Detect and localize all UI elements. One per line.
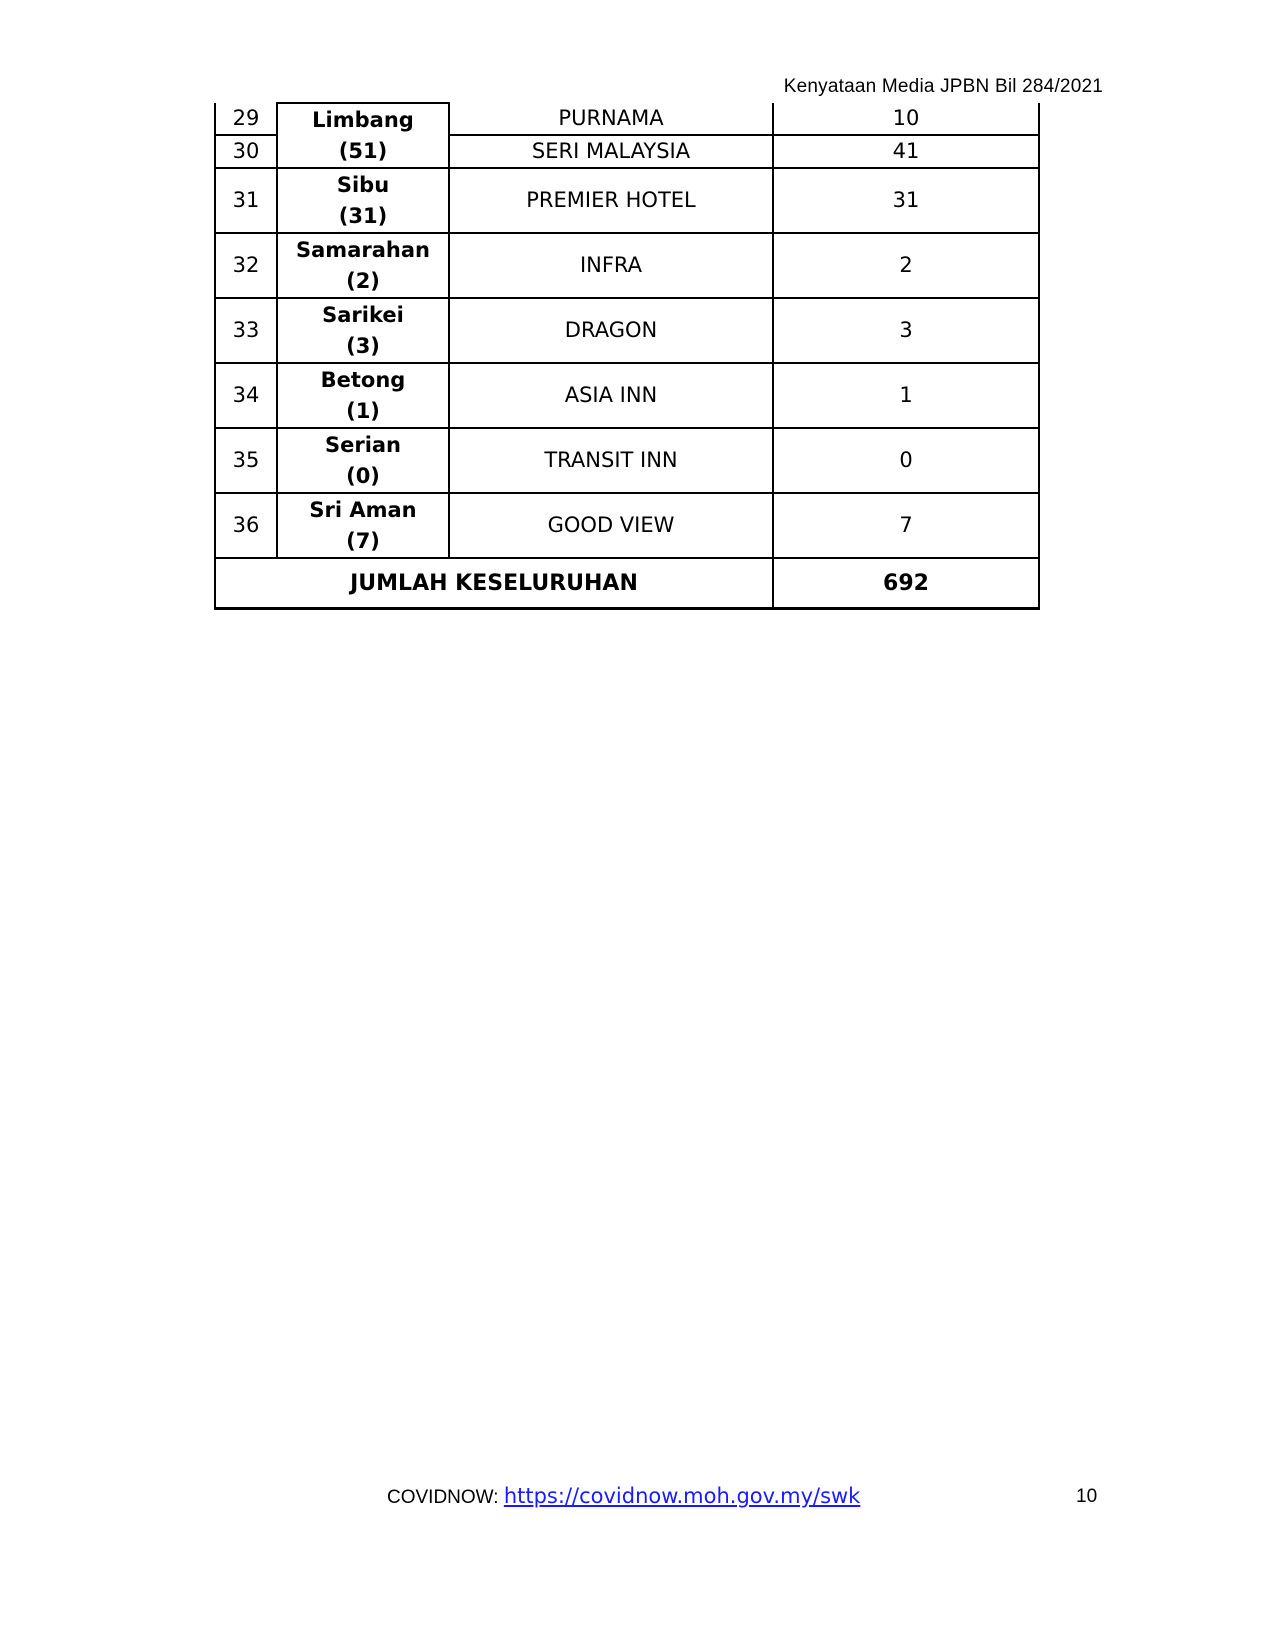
quarantine-hotel-table xyxy=(214,102,1034,610)
hotel-count: 2 xyxy=(773,233,1039,298)
hotel-count: 31 xyxy=(773,168,1039,233)
district-cell xyxy=(277,493,449,558)
district-name: Samarahan xyxy=(296,237,430,262)
district-cell xyxy=(277,428,449,493)
total-row xyxy=(215,558,1039,609)
hotel-table xyxy=(214,102,1040,610)
table-row xyxy=(215,428,1039,493)
row-number: 33 xyxy=(215,298,277,363)
district-name: Sarikei xyxy=(322,302,404,327)
row-number: 32 xyxy=(215,233,277,298)
hotel-name: ASIA INN xyxy=(449,363,773,428)
district-total: (2) xyxy=(346,268,380,293)
district-name: Sri Aman xyxy=(309,497,417,522)
hotel-name: GOOD VIEW xyxy=(449,493,773,558)
footer xyxy=(387,1484,860,1509)
hotel-name: INFRA xyxy=(449,233,773,298)
total-label: JUMLAH KESELURUHAN xyxy=(215,558,773,609)
district-cell xyxy=(277,363,449,428)
hotel-name: PREMIER HOTEL xyxy=(449,168,773,233)
row-number: 34 xyxy=(215,363,277,428)
hotel-count: 0 xyxy=(773,428,1039,493)
row-number: 36 xyxy=(215,493,277,558)
total-value: 692 xyxy=(773,558,1039,609)
district-cell xyxy=(277,233,449,298)
district-total: (51) xyxy=(338,138,388,163)
table-row xyxy=(215,103,1039,135)
district-name: Betong xyxy=(320,367,406,392)
footer-label: COVIDNOW: xyxy=(387,1487,499,1508)
covidnow-link[interactable]: https://covidnow.moh.gov.my/swk xyxy=(503,1484,861,1508)
hotel-count: 1 xyxy=(773,363,1039,428)
district-cell xyxy=(277,168,449,233)
hotel-name: PURNAMA xyxy=(449,103,773,135)
table-row xyxy=(215,298,1039,363)
district-total: (0) xyxy=(346,463,380,488)
hotel-name: SERI MALAYSIA xyxy=(449,135,773,168)
district-name: Sibu xyxy=(336,172,390,197)
table-row xyxy=(215,363,1039,428)
table-row xyxy=(215,233,1039,298)
district-total: (1) xyxy=(346,398,380,423)
document-reference: Kenyataan Media JPBN Bil 284/2021 xyxy=(783,76,1103,97)
district-total: (7) xyxy=(346,528,380,553)
district-total: (31) xyxy=(338,203,388,228)
district-total: (3) xyxy=(346,333,380,358)
district-cell xyxy=(277,103,449,168)
row-number: 29 xyxy=(215,103,277,135)
hotel-count: 3 xyxy=(773,298,1039,363)
district-name: Serian xyxy=(324,432,402,457)
hotel-count: 7 xyxy=(773,493,1039,558)
table-row xyxy=(215,493,1039,558)
hotel-count: 10 xyxy=(773,103,1039,135)
row-number: 30 xyxy=(215,135,277,168)
page-number: 10 xyxy=(1076,1486,1098,1507)
hotel-count: 41 xyxy=(773,135,1039,168)
row-number: 31 xyxy=(215,168,277,233)
district-name: Limbang xyxy=(312,107,414,132)
row-number: 35 xyxy=(215,428,277,493)
hotel-name: DRAGON xyxy=(449,298,773,363)
district-cell xyxy=(277,298,449,363)
hotel-name: TRANSIT INN xyxy=(449,428,773,493)
table-row xyxy=(215,168,1039,233)
